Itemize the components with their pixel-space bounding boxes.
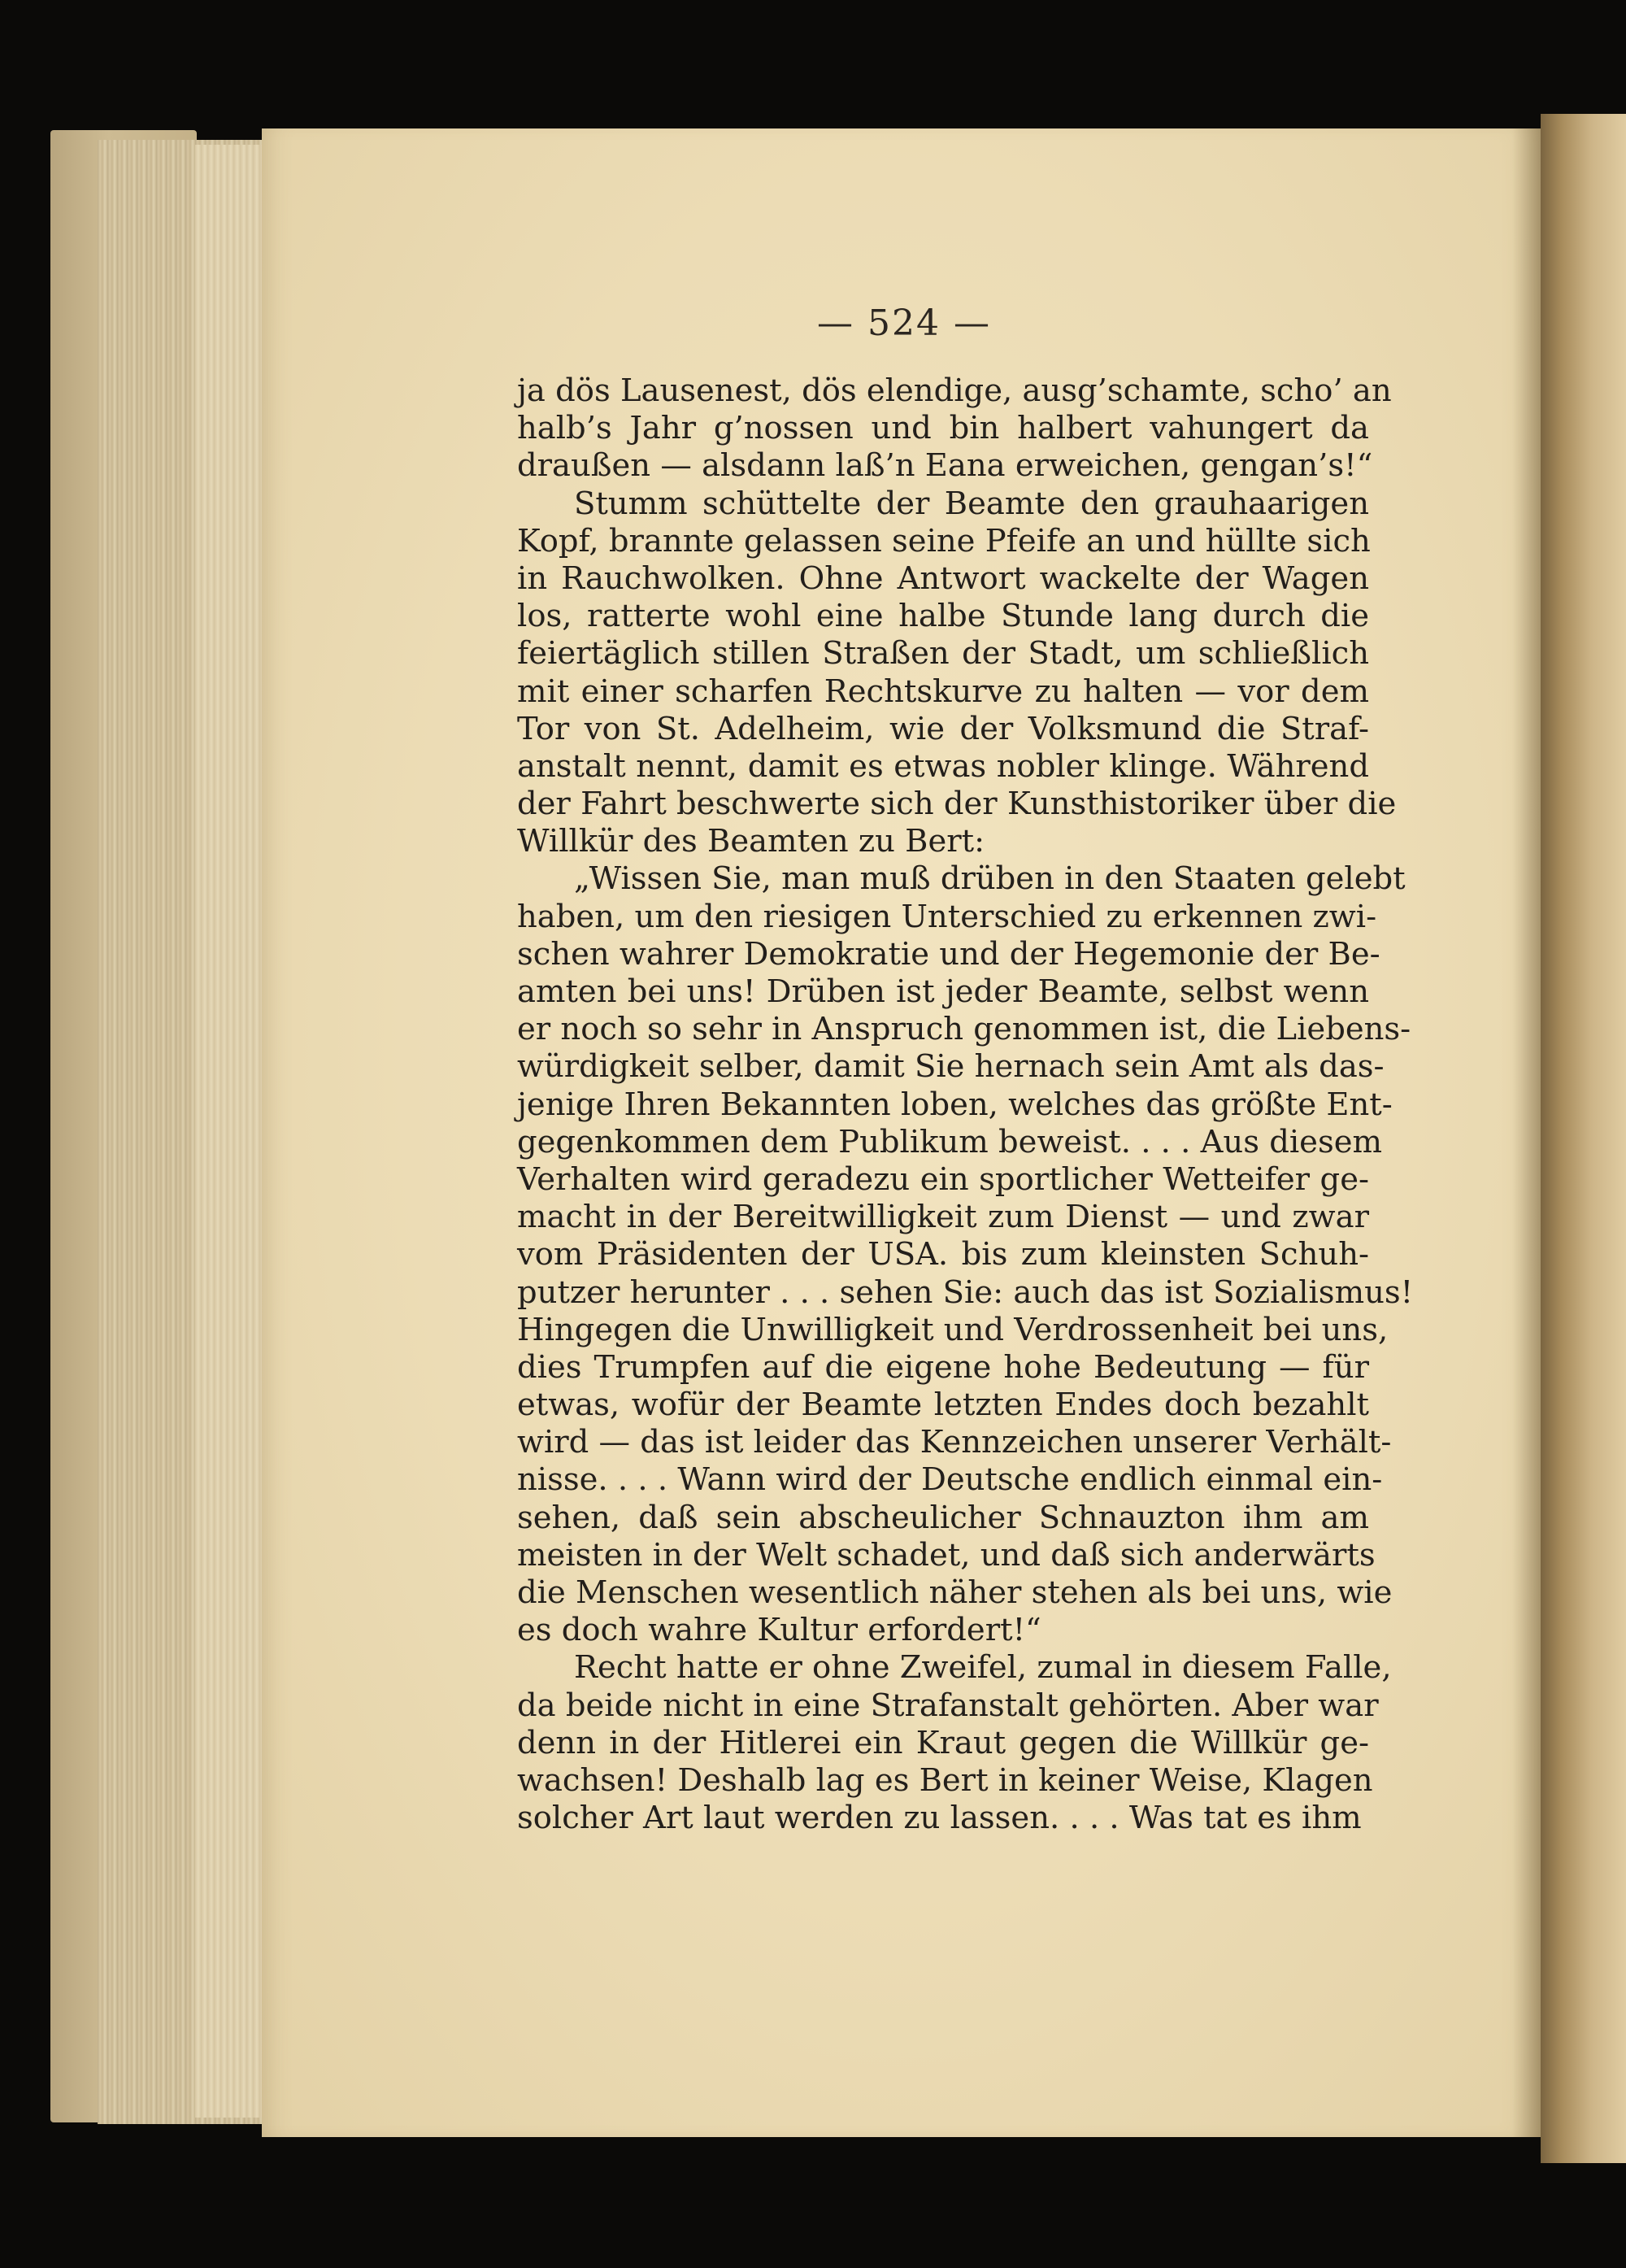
text-line: die Menschen wesentlich näher stehen als bei uns, wie [517,1574,1393,1611]
text-line: jenige Ihren Bekannten loben, welches das größte Ent- [517,1086,1393,1123]
text-line: los, ratterte wohl eine halbe Stunde lang durch die [517,598,1369,635]
text-line: etwas, wofür der Beamte letzten Endes doch bezahlt [517,1386,1369,1424]
text-line: in Rauchwolken. Ohne Antwort wackelte der Wagen [517,559,1369,597]
text-line: Verhalten wird geradezu ein sportlicher Wetteifer ge- [517,1160,1369,1198]
text-line: amten bei uns! Drüben ist jeder Beamte, selbst wenn [517,973,1369,1010]
text-line: wachsen! Deshalb lag es Bert in keiner Weise, Klagen [517,1761,1373,1799]
text-line: schen wahrer Demokratie und der Hegemonie der Be- [517,935,1380,973]
text-line: da beide nicht in eine Strafanstalt gehörten. Aber war [517,1687,1379,1724]
page-number: — 524 — [817,303,991,344]
text-line: er noch so sehr in Anspruch genommen ist, die Liebens- [517,1011,1411,1048]
text-line: gegenkommen dem Publikum beweist. . . . Aus diesem [517,1123,1383,1160]
text-line: anstalt nennt, damit es etwas nobler klinge. Während [517,747,1369,785]
book-gutter [1541,114,1626,2163]
text-line: Stumm schüttelte der Beamte den grauhaarigen [574,485,1369,522]
text-line: würdigkeit selber, damit Sie hernach sein Amt als das- [517,1048,1385,1086]
paragraph [517,1649,1392,1837]
text-line: es doch wahre Kultur erfordert!“ [517,1612,1041,1649]
text-line: ja dös Lausenest, dös elendige, ausg’schamte, scho’ an [517,372,1392,409]
text-line: sehen, daß sein abscheulicher Schnauzton ihm am [517,1499,1369,1536]
text-line: mit einer scharfen Rechtskurve zu halten — vor dem [517,673,1369,710]
text-line: Willkür des Beamten zu Bert: [517,823,985,860]
text-line: feiertäglich stillen Straßen der Stadt, um schließlich [517,635,1369,673]
text-line: der Fahrt beschwerte sich der Kunsthistoriker über die [517,786,1397,823]
text-line: denn in der Hitlerei ein Kraut gegen die Willkür ge- [517,1724,1369,1761]
text-line: nisse. . . . Wann wird der Deutsche endlich einmal ein- [517,1461,1383,1499]
text-line: draußen — alsdann laß’n Eana erweichen, gengan’s!“ [517,447,1373,485]
paragraph [517,860,1414,1649]
paragraph [517,485,1397,861]
text-line: macht in der Bereitwilligkeit zum Dienst — und zwar [517,1199,1369,1236]
text-line: meisten in der Welt schadet, und daß sich anderwärts [517,1536,1376,1574]
text-line: Recht hatte er ohne Zweifel, zumal in diesem Falle, [574,1649,1392,1687]
text-line: vom Präsidenten der USA. bis zum kleinsten Schuh- [517,1236,1369,1273]
text-line: haben, um den riesigen Unterschied zu erkennen zwi- [517,898,1377,935]
page-text [517,372,1414,1837]
text-line: Kopf, brannte gelassen seine Pfeife an und hüllte sich [517,522,1371,559]
text-line: halb’s Jahr g’nossen und bin halbert vahungert da [517,410,1369,447]
text-line: Hingegen die Unwilligkeit und Verdrossenheit bei uns, [517,1311,1389,1348]
text-line: „Wissen Sie, man muß drüben in den Staaten gelebt [574,860,1406,898]
text-line: putzer herunter . . . sehen Sie: auch das ist Sozialismus! [517,1273,1414,1311]
text-line: wird — das ist leider das Kennzeichen unserer Verhält- [517,1424,1392,1461]
text-line: solcher Art laut werden zu lassen. . . . Was tat es ihm [517,1800,1362,1837]
text-line: Tor von St. Adelheim, wie der Volksmund die Straf- [517,710,1369,747]
text-line: dies Trumpfen auf die eigene hohe Bedeutung — für [517,1348,1369,1386]
paragraph [517,372,1392,485]
